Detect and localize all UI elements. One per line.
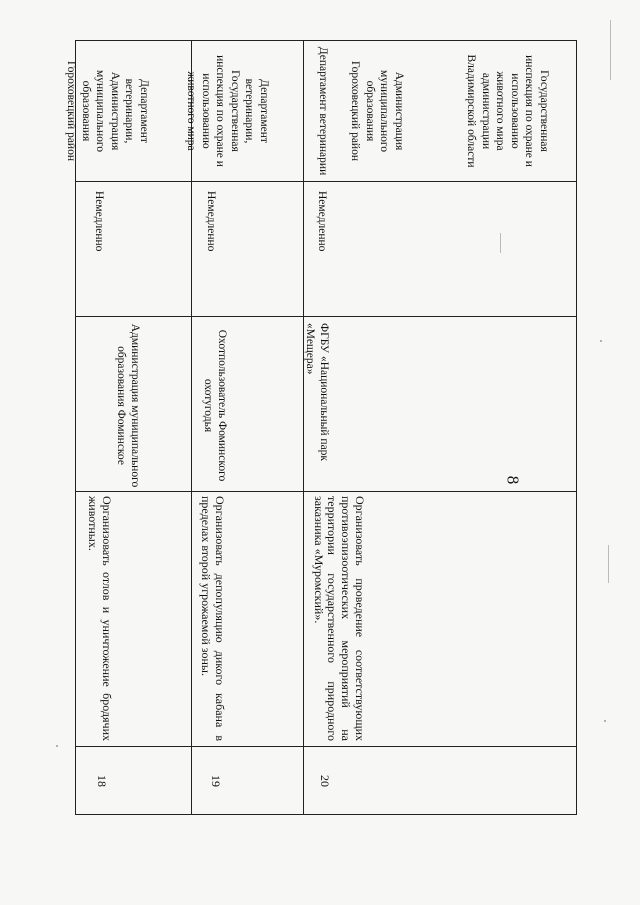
scan-line [610, 20, 611, 80]
control-text: Департамент ветеринарии, Государственная инспекция по охране и использованию животного мира [185, 55, 270, 167]
measure-text: Организовать отлов и уничтожение бродячих животных. [86, 496, 114, 741]
measure-text: Организовать проведение соответствующих противоэпизоотических мероприятий на территории государственного природного заказника «Муромский». [311, 496, 367, 741]
control-text: Государственная инспекция по охране и использованию животного мира администрации Владимирской области [465, 54, 550, 168]
executor-text: ФГБУ «Национальный парк «Мещера» [304, 323, 330, 462]
row-divider [76, 491, 576, 492]
scan-dot [56, 745, 58, 747]
executor-text: Охотпользователь Фоминского охотугодья [202, 329, 228, 482]
row-divider [76, 746, 576, 747]
row-divider [76, 316, 576, 317]
row-number: 20 [318, 775, 332, 787]
term-text: Немедленно [205, 191, 217, 252]
executor-text: Администрация муниципального образования Фоминское [115, 323, 141, 488]
row-number: 19 [209, 775, 223, 787]
control-text: Администрация муниципального образования Гороховецкий район [349, 61, 405, 161]
term-text: Немедленно [93, 191, 105, 252]
scan-line [500, 233, 501, 253]
scan-dot [600, 340, 602, 342]
row-number: 18 [95, 775, 109, 787]
page-number: 8 [503, 475, 523, 485]
scan-dot [604, 720, 606, 722]
row-divider [76, 181, 576, 182]
measure-text: Организовать депопуляцию дикого кабана в пределах второй угрожаемой зоны. [199, 496, 227, 741]
control-text: Департамент ветеринарии, Администрация муниципального образования Гороховецкий район [65, 61, 150, 161]
scan-line [608, 545, 609, 583]
term-text: Немедленно [316, 191, 328, 252]
control-text: Департамент ветеринарии [317, 46, 329, 176]
table [65, 40, 577, 815]
